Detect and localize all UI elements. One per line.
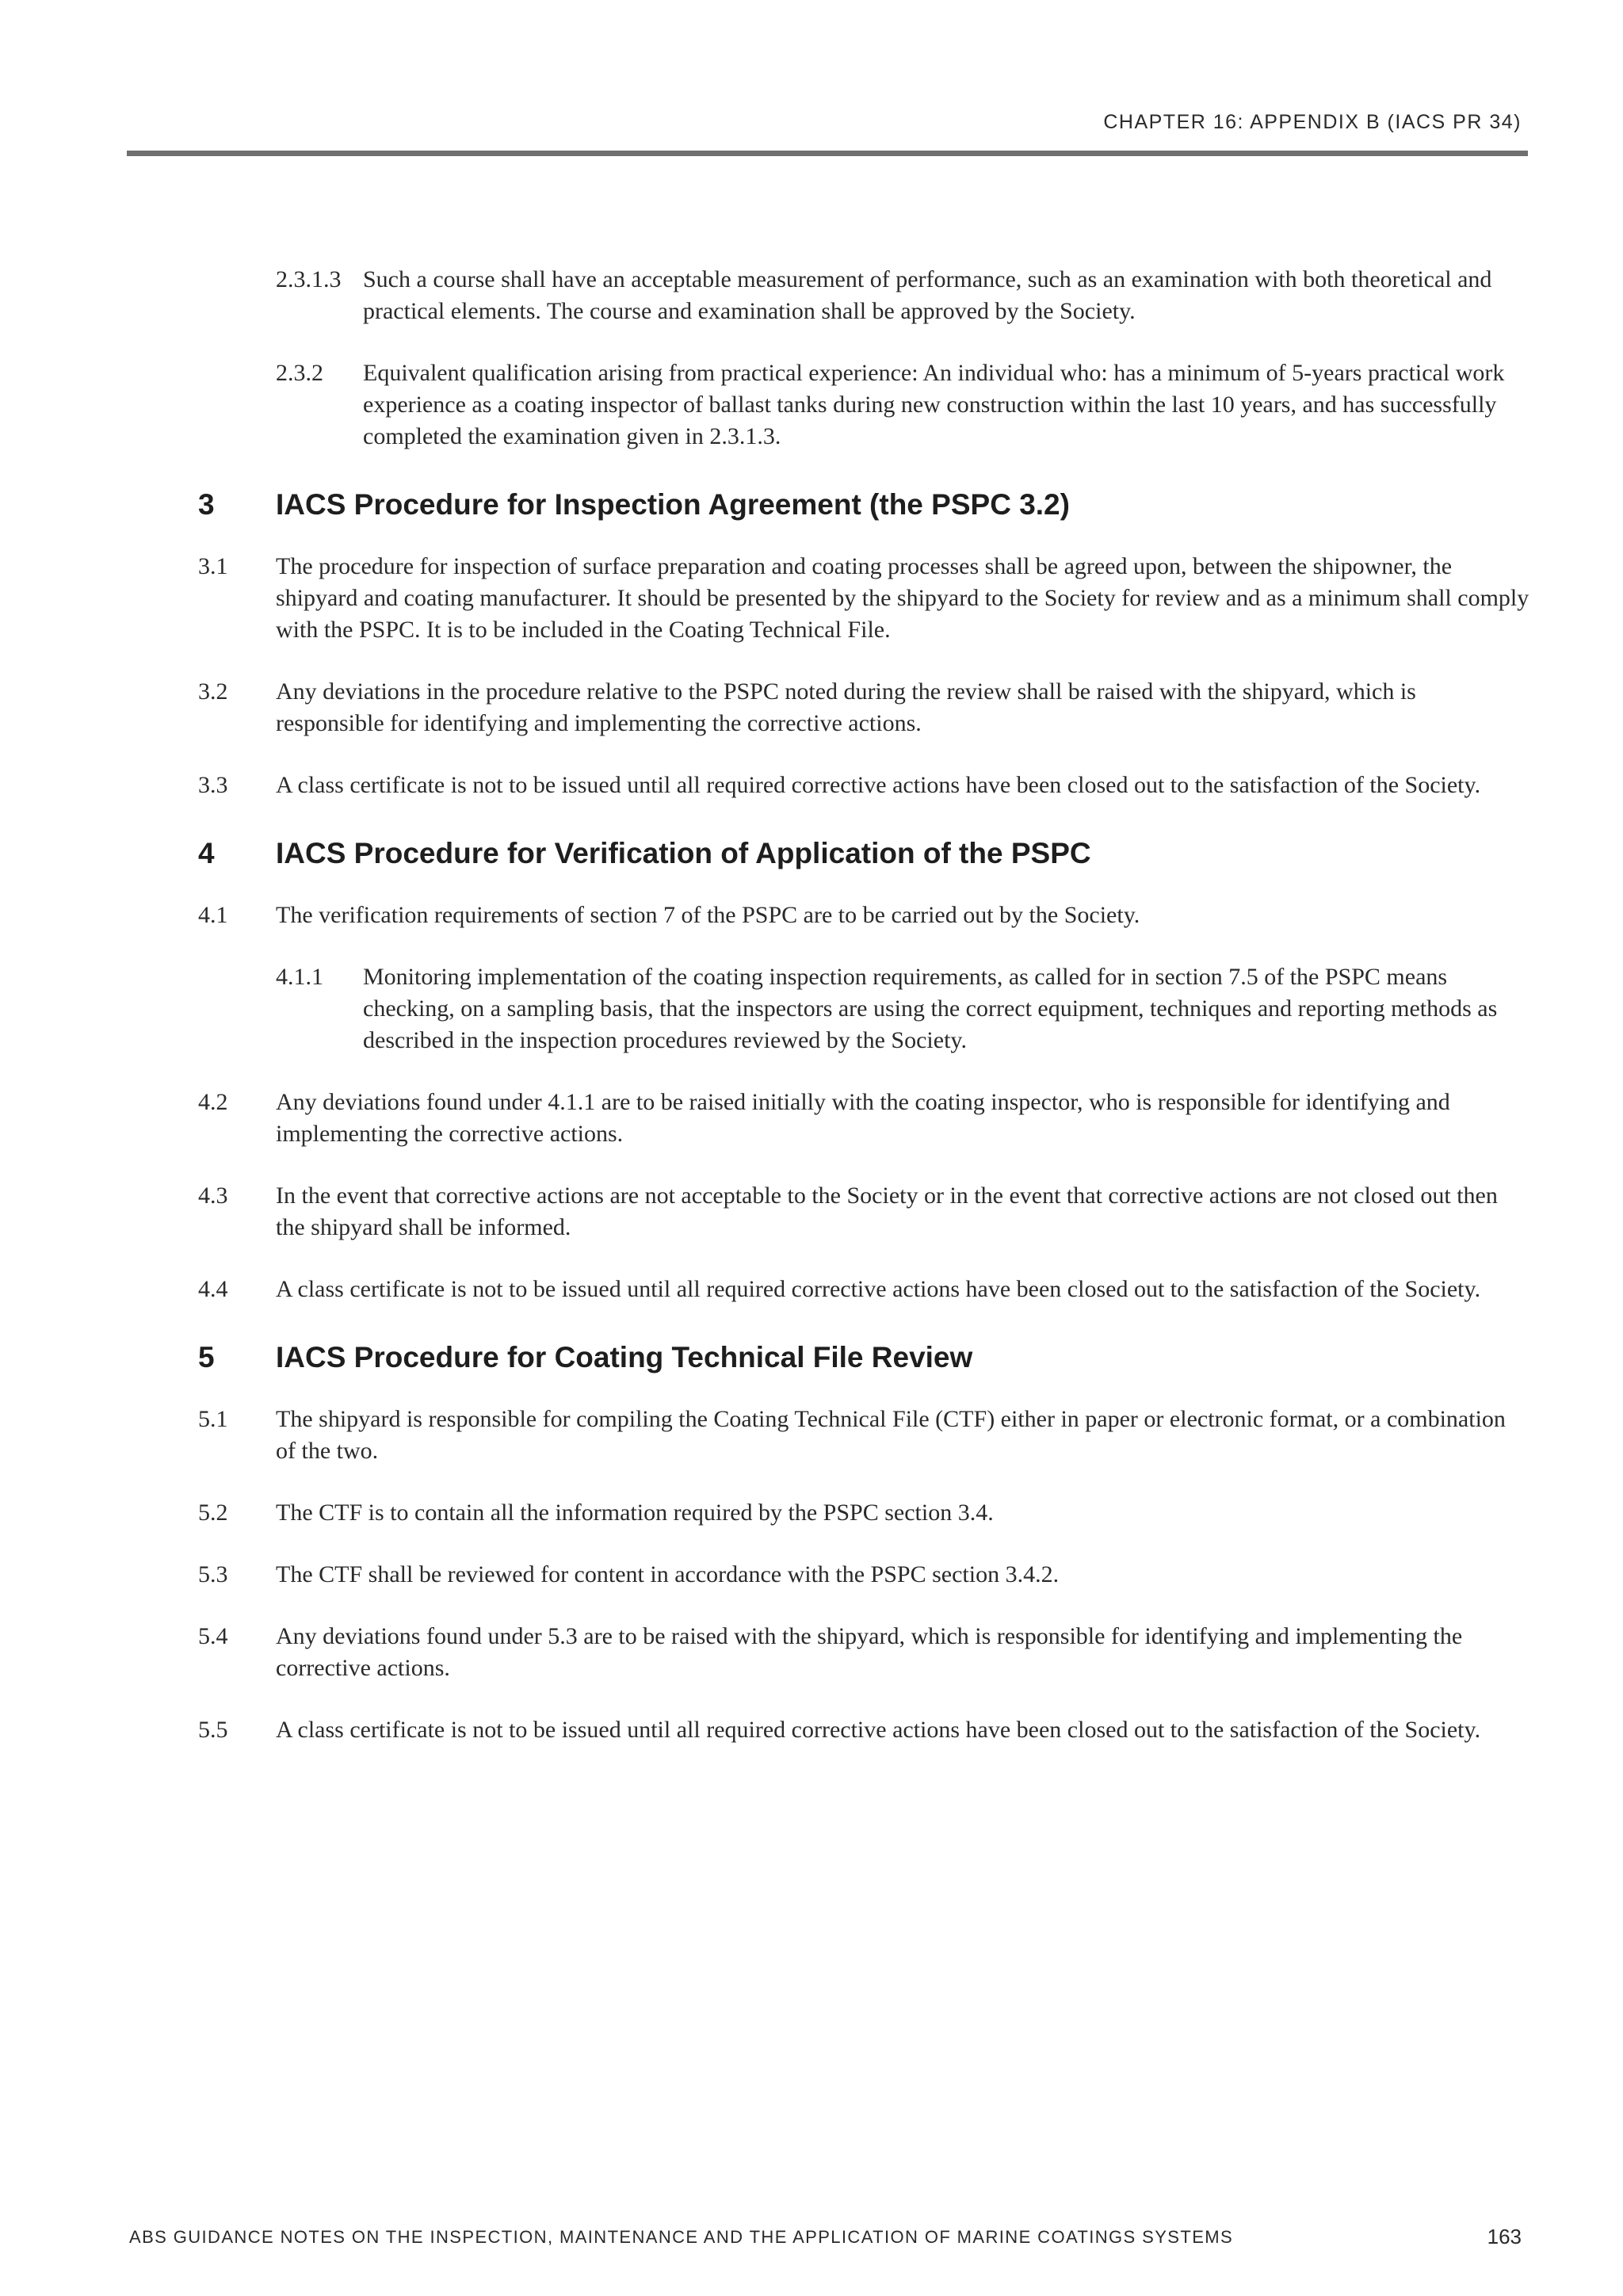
clause-5-1: [198, 1404, 1529, 1467]
section-title: IACS Procedure for Verification of Application of the PSPC: [276, 837, 1091, 869]
document-body: [198, 264, 1529, 1776]
clause-5-4: [198, 1621, 1529, 1684]
clause-number: 3.2: [198, 678, 228, 705]
clause-number: 5.1: [198, 1406, 228, 1432]
clause-text: The procedure for inspection of surface preparation and coating processes shall be agreed upon, between the shipowner, the shipyard and coating manufacturer. It should be presented by the shipyard to the Society for review and as a minimum shall comply with the PSPC. It is to be included in the Coating Technical File.: [276, 553, 1529, 643]
clause-4-2: [198, 1087, 1529, 1150]
clause-text: The verification requirements of section 7 of the PSPC are to be carried out by the Society.: [276, 902, 1140, 928]
clause-number: 5.2: [198, 1499, 228, 1526]
clause-number: 2.3.1.3: [276, 266, 342, 292]
clause-3-1: [198, 551, 1529, 646]
page-number: 163: [1487, 2225, 1522, 2248]
clause-4-3: [198, 1180, 1529, 1244]
clause-number: 3.3: [198, 772, 228, 798]
running-header: CHAPTER 16: APPENDIX B (IACS PR 34): [1103, 111, 1522, 133]
clause-5-5: [198, 1714, 1529, 1746]
clause-text: A class certificate is not to be issued until all required corrective actions have been closed out to the satisfaction of the Society.: [276, 1717, 1481, 1743]
clause-text: The CTF shall be reviewed for content in accordance with the PSPC section 3.4.2.: [276, 1561, 1060, 1587]
clause-text: The shipyard is responsible for compiling the Coating Technical File (CTF) either in paper or electronic format, or a combination of the two.: [276, 1406, 1506, 1464]
clause-text: Monitoring implementation of the coating inspection requirements, as called for in section 7.5 of the PSPC means checking, on a sampling basis, that the inspectors are using the correct equipment, techniques and reporting methods as described in the inspection procedures reviewed by the Society.: [363, 964, 1498, 1053]
clause-4-1: [198, 900, 1529, 931]
section-heading-5: [198, 1340, 1529, 1375]
clause-3-2: [198, 676, 1529, 739]
clause-text: In the event that corrective actions are not acceptable to the Society or in the event that corrective actions are not closed out then the shipyard shall be informed.: [276, 1182, 1498, 1240]
clause-5-3: [198, 1559, 1529, 1591]
clause-text: A class certificate is not to be issued until all required corrective actions have been closed out to the satisfaction of the Society.: [276, 1276, 1481, 1302]
clause-number: 4.4: [198, 1276, 228, 1302]
running-footer: ABS GUIDANCE NOTES ON THE INSPECTION, MAINTENANCE AND THE APPLICATION OF MARINE COATINGS SYSTEMS: [129, 2227, 1234, 2247]
clause-2-3-2: [276, 357, 1529, 453]
header-rule: [127, 151, 1528, 156]
clause-number: 4.1.1: [276, 964, 323, 990]
clause-3-3: [198, 770, 1529, 801]
clause-4-4: [198, 1274, 1529, 1305]
section-title: IACS Procedure for Inspection Agreement (the PSPC 3.2): [276, 488, 1070, 521]
clause-2-3-1-3: [276, 264, 1529, 327]
clause-text: Any deviations found under 4.1.1 are to be raised initially with the coating inspector, who is responsible for identifying and implementing the corrective actions.: [276, 1089, 1450, 1147]
clause-number: 3.1: [198, 553, 228, 579]
clause-number: 4.3: [198, 1182, 228, 1209]
section-heading-3: [198, 487, 1529, 522]
clause-text: Equivalent qualification arising from practical experience: An individual who: has a minimum of 5-years practical work experience as a coating inspector of ballast tanks during new construction within the last 10 years, and has successfully completed the examination given in 2.3.1.3.: [363, 360, 1505, 449]
clause-text: A class certificate is not to be issued until all required corrective actions have been closed out to the satisfaction of the Society.: [276, 772, 1481, 798]
clause-5-2: [198, 1497, 1529, 1529]
section-number: 5: [198, 1341, 215, 1373]
clause-text: Such a course shall have an acceptable measurement of performance, such as an examination with both theoretical and practical elements. The course and examination shall be approved by the Society.: [363, 266, 1492, 324]
clause-number: 4.1: [198, 902, 228, 928]
clause-number: 4.2: [198, 1089, 228, 1115]
clause-4-1-1: [276, 961, 1529, 1056]
section-heading-4: [198, 836, 1529, 871]
clause-number: 5.3: [198, 1561, 228, 1587]
clause-number: 2.3.2: [276, 360, 323, 386]
section-number: 4: [198, 837, 215, 869]
clause-number: 5.5: [198, 1717, 228, 1743]
clause-text: Any deviations found under 5.3 are to be raised with the shipyard, which is responsible for identifying and implementing the corrective actions.: [276, 1623, 1463, 1681]
section-title: IACS Procedure for Coating Technical File Review: [276, 1341, 973, 1373]
clause-text: The CTF is to contain all the information required by the PSPC section 3.4.: [276, 1499, 994, 1526]
clause-text: Any deviations in the procedure relative to the PSPC noted during the review shall be raised with the shipyard, which is responsible for identifying and implementing the corrective actions.: [276, 678, 1416, 736]
section-number: 3: [198, 488, 215, 521]
clause-number: 5.4: [198, 1623, 228, 1649]
